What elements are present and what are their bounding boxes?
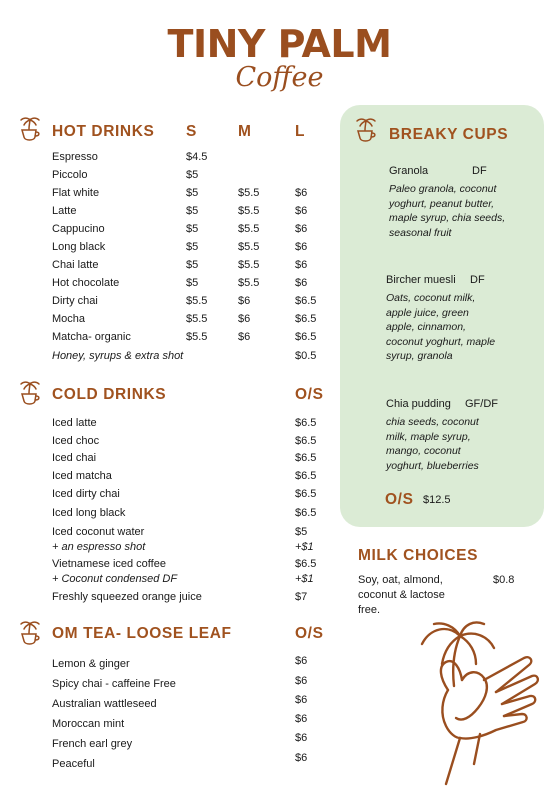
breaky-item-desc: chia seeds, coconut milk, maple syrup, mango, coconut yoghurt, blueberries bbox=[386, 416, 479, 472]
hot-drink-price-s: $5 bbox=[186, 277, 199, 289]
breaky-item-name: Granola bbox=[389, 165, 429, 177]
cold-drink-price: $6.5 bbox=[295, 417, 317, 429]
hot-drink-price-m: $5.5 bbox=[238, 259, 260, 271]
cold-drink-name: Iced coconut water bbox=[52, 526, 145, 538]
hot-drink-price-s: $5 bbox=[186, 259, 199, 271]
hot-drink-name: Piccolo bbox=[52, 169, 88, 181]
hot-drink-price-l: $6.5 bbox=[295, 295, 317, 307]
breaky-price: $12.5 bbox=[423, 494, 451, 506]
tea-price: $6 bbox=[295, 675, 308, 687]
extras-price: $0.5 bbox=[295, 350, 317, 362]
tea-price: $6 bbox=[295, 713, 308, 725]
hot-drink-price-l: $6 bbox=[295, 187, 308, 199]
cold-drink-price: $6.5 bbox=[295, 470, 317, 482]
tea-name: Australian wattleseed bbox=[52, 698, 157, 710]
cold-drink-name: Iced choc bbox=[52, 435, 100, 447]
milk-price: $0.8 bbox=[493, 574, 515, 586]
hot-drink-price-l: $6 bbox=[295, 223, 308, 235]
breaky-item-tag: DF bbox=[472, 165, 487, 177]
tea-price: $6 bbox=[295, 752, 308, 764]
cold-drinks-title: COLD DRINKS bbox=[52, 386, 167, 403]
tea-price: $6 bbox=[295, 732, 308, 744]
tea-price: $6 bbox=[295, 655, 308, 667]
cold-drink-price: +$1 bbox=[295, 541, 314, 553]
hot-drink-price-s: $4.5 bbox=[186, 151, 208, 163]
hot-drink-name: Hot chocolate bbox=[52, 277, 120, 289]
hot-drink-price-l: $6 bbox=[295, 241, 308, 253]
breaky-item-desc: Paleo granola, coconut yoghurt, peanut butter, maple syrup, chia seeds, seasonal fruit bbox=[389, 183, 506, 239]
cold-drink-name: Freshly squeezed orange juice bbox=[52, 591, 202, 603]
size-s-header: S bbox=[186, 123, 197, 140]
breaky-size-label: O/S bbox=[385, 491, 414, 508]
cold-drink-name: + an espresso shot bbox=[52, 541, 146, 553]
tea-name: Spicy chai - caffeine Free bbox=[52, 678, 176, 690]
tea-name: Peaceful bbox=[52, 758, 95, 770]
hot-drink-price-l: $6 bbox=[295, 277, 308, 289]
hot-drink-price-s: $5.5 bbox=[186, 331, 208, 343]
cold-drink-price: $6.5 bbox=[295, 507, 317, 519]
palm-cup-icon bbox=[18, 620, 42, 650]
tea-name: French earl grey bbox=[52, 738, 133, 750]
breaky-item-name: Chia pudding bbox=[386, 398, 451, 410]
brand-subtitle: Coffee bbox=[235, 62, 324, 93]
cold-drink-price: $6.5 bbox=[295, 558, 317, 570]
cold-drink-price: $5 bbox=[295, 526, 308, 538]
hot-drink-price-s: $5 bbox=[186, 187, 199, 199]
palm-cup-icon bbox=[354, 117, 378, 147]
hot-drinks-title: HOT DRINKS bbox=[52, 123, 155, 140]
hot-drink-price-m: $5.5 bbox=[238, 277, 260, 289]
hot-drink-price-l: $6 bbox=[295, 205, 308, 217]
hot-drink-price-l: $6.5 bbox=[295, 313, 317, 325]
milk-desc: Soy, oat, almond, coconut & lactose free. bbox=[358, 574, 445, 616]
hot-drink-price-s: $5.5 bbox=[186, 313, 208, 325]
hot-drink-name: Flat white bbox=[52, 187, 100, 199]
hot-drink-name: Long black bbox=[52, 241, 106, 253]
hot-drink-price-s: $5 bbox=[186, 241, 199, 253]
hot-drink-price-s: $5 bbox=[186, 205, 199, 217]
size-l-header: L bbox=[295, 123, 306, 140]
hot-drink-price-l: $6 bbox=[295, 259, 308, 271]
cold-drink-name: Iced long black bbox=[52, 507, 126, 519]
cold-drink-name: Iced chai bbox=[52, 452, 97, 464]
brand-name: TINY PALM bbox=[167, 22, 392, 66]
palm-cup-icon bbox=[18, 380, 42, 410]
hot-drink-name: Mocha bbox=[52, 313, 86, 325]
tea-name: Moroccan mint bbox=[52, 718, 125, 730]
hot-drink-name: Matcha- organic bbox=[52, 331, 131, 343]
hot-drink-name: Chai latte bbox=[52, 259, 99, 271]
hot-drink-name: Latte bbox=[52, 205, 77, 217]
cold-drink-price: $7 bbox=[295, 591, 308, 603]
cold-drink-name: Iced latte bbox=[52, 417, 97, 429]
hot-drink-price-m: $5.5 bbox=[238, 223, 260, 235]
cold-size-header: O/S bbox=[295, 386, 324, 403]
hot-drink-price-m: $5.5 bbox=[238, 205, 260, 217]
hot-drink-price-m: $5.5 bbox=[238, 241, 260, 253]
cold-drink-price: +$1 bbox=[295, 573, 314, 585]
hot-drink-price-s: $5 bbox=[186, 223, 199, 235]
cold-drink-name: Iced dirty chai bbox=[52, 488, 120, 500]
tea-name: Lemon & ginger bbox=[52, 658, 130, 670]
cold-drink-price: $6.5 bbox=[295, 435, 317, 447]
breaky-item-tag: GF/DF bbox=[465, 398, 498, 410]
hot-drink-name: Cappucino bbox=[52, 223, 105, 235]
extras-label: Honey, syrups & extra shot bbox=[52, 350, 184, 362]
palm-cup-icon bbox=[18, 116, 42, 146]
breaky-title: BREAKY CUPS bbox=[389, 126, 509, 143]
hot-drink-price-m: $6 bbox=[238, 313, 251, 325]
hot-drink-price-l: $6.5 bbox=[295, 331, 317, 343]
tea-size-header: O/S bbox=[295, 625, 324, 642]
cold-drink-name: Vietnamese iced coffee bbox=[52, 558, 166, 570]
size-m-header: M bbox=[238, 123, 252, 140]
breaky-item-name: Bircher muesli bbox=[386, 274, 456, 286]
cold-drink-name: + Coconut condensed DF bbox=[52, 573, 178, 585]
cold-drink-price: $6.5 bbox=[295, 452, 317, 464]
breaky-item-tag: DF bbox=[470, 274, 485, 286]
hot-drink-price-s: $5 bbox=[186, 169, 199, 181]
hot-drink-price-m: $6 bbox=[238, 295, 251, 307]
palm-hand-illustration bbox=[404, 618, 544, 786]
tea-title: OM TEA- LOOSE LEAF bbox=[52, 625, 232, 642]
tea-price: $6 bbox=[295, 694, 308, 706]
hot-drink-name: Dirty chai bbox=[52, 295, 98, 307]
milk-title: MILK CHOICES bbox=[358, 547, 479, 564]
cold-drink-name: Iced matcha bbox=[52, 470, 112, 482]
hot-drink-name: Espresso bbox=[52, 151, 98, 163]
breaky-item-desc: Oats, coconut milk, apple juice, green apple, cinnamon, coconut yoghurt, maple syrup, granola bbox=[386, 292, 496, 362]
cold-drink-price: $6.5 bbox=[295, 488, 317, 500]
hot-drink-price-s: $5.5 bbox=[186, 295, 208, 307]
hot-drink-price-m: $5.5 bbox=[238, 187, 260, 199]
hot-drink-price-m: $6 bbox=[238, 331, 251, 343]
